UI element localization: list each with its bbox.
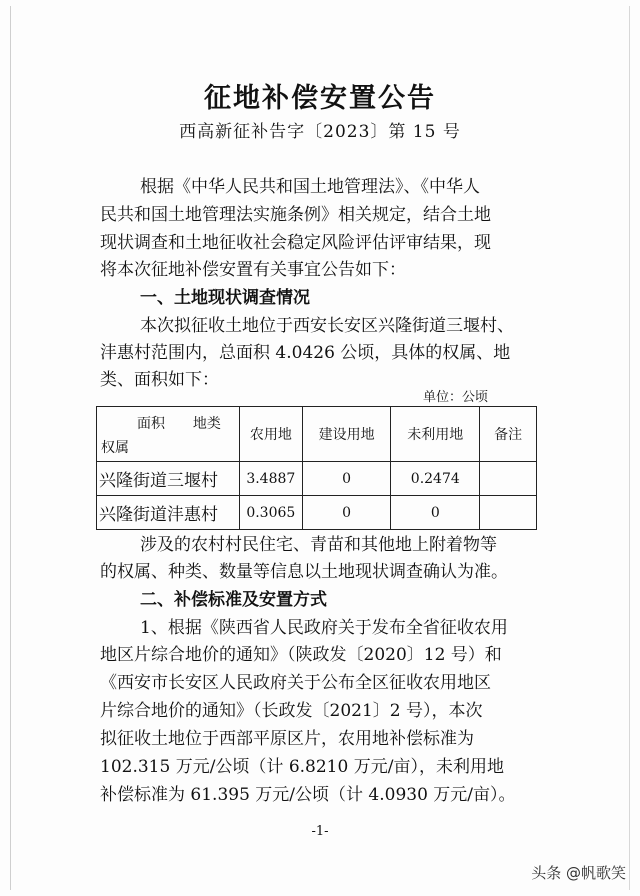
cell-farm: 0.3065 [239,496,302,530]
column-header: 农用地 [239,407,302,462]
section-2-line: 102.315 万元/公顷（计 6.8210 万元/亩），未利用地 [100,757,504,777]
table-header-row [97,407,537,462]
row-owner: 兴隆街道沣惠村 [97,496,240,530]
cell-unused: 0 [391,496,480,530]
table-header-diagonal [97,407,240,462]
intro-line: 民共和国土地管理法实施条例》相关规定，结合土地 [100,205,491,225]
section-1-line: 本次拟征收土地位于西安长安区兴隆街道三堰村、 [140,316,514,336]
intro-line: 将本次征地补偿安置有关事宜公告如下： [100,260,406,280]
unit-label: 单位：公顷 [423,390,489,405]
section-1-line: 类、面积如下： [100,370,219,390]
intro-line: 现状调查和土地征收社会稳定风险评估评审结果，现 [100,233,491,253]
cell-farm: 3.4887 [239,462,302,496]
section-2-heading: 二、补偿标准及安置方式 [140,590,327,610]
table-row [97,496,537,530]
table-row [97,462,537,496]
cell-note [480,496,537,530]
section-1-heading: 一、土地现状调查情况 [140,288,310,308]
page-number: -1- [311,824,329,839]
intro-line: 根据《中华人民共和国土地管理法》、《中华人 [140,177,480,197]
header-owner: 权属 [101,440,129,456]
section-2-line: 片综合地价的通知》（长政发〔2021〕2 号），本次 [100,701,483,721]
page-title: 征地补偿安置公告 [204,83,436,114]
cell-note [480,462,537,496]
cell-construction: 0 [302,462,391,496]
section-2-line: 1、根据《陕西省人民政府关于发布全省征收农用 [140,618,508,638]
section-2-line: 补偿标准为 61.395 万元/公顷（计 4.0930 万元/亩）。 [100,785,516,805]
section-2-line: 《西安市长安区人民政府关于公布全区征收农用地区 [100,673,491,693]
row-owner: 兴隆街道三堰村 [97,462,240,496]
column-header: 建设用地 [302,407,391,462]
column-header: 备注 [480,407,537,462]
header-area: 面积 [137,416,165,432]
section-1-line: 沣惠村范围内，总面积 4.0426 公顷，具体的权属、地 [100,343,511,363]
after-table-line: 涉及的农村村民住宅、青苗和其他地上附着物等 [140,535,497,555]
watermark: 头条 @帆歌笑 [531,864,626,882]
cell-construction: 0 [302,496,391,530]
land-table [96,406,537,530]
cell-unused: 0.2474 [391,462,480,496]
section-2-line: 拟征收土地位于西部平原区片，农用地补偿标准为 [100,729,474,749]
document-number: 西高新征补告字〔2023〕第 15 号 [179,122,461,142]
column-header: 未利用地 [391,407,480,462]
after-table-line: 的权属、种类、数量等信息以土地现状调查确认为准。 [100,562,508,582]
section-2-line: 地区片综合地价的通知》（陕政发〔2020〕12 号）和 [100,645,502,665]
header-type: 地类 [192,416,221,432]
